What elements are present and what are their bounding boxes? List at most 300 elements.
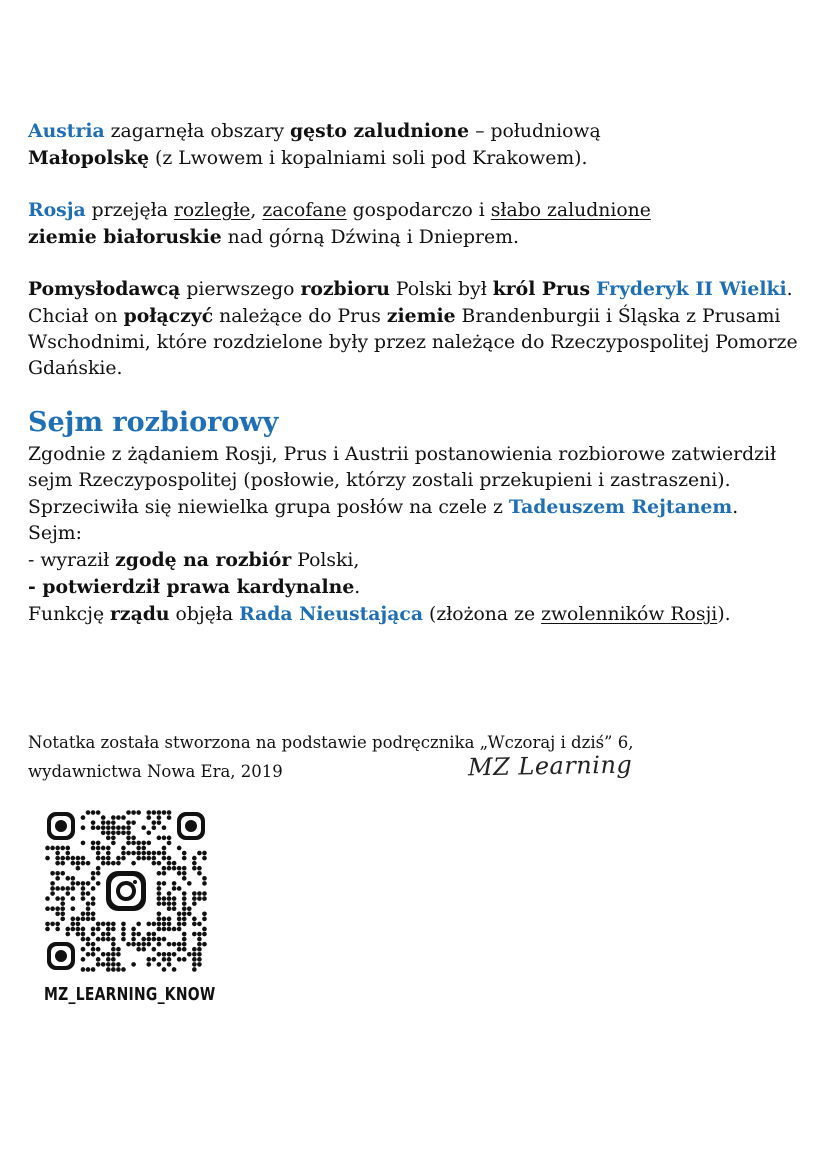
- qr-module: [91, 876, 96, 881]
- qr-module: [167, 896, 172, 901]
- qr-module: [141, 937, 146, 942]
- qr-module: [157, 815, 162, 820]
- qr-module: [162, 967, 167, 972]
- qr-module: [91, 967, 96, 972]
- qr-module: [65, 927, 70, 932]
- qr-module: [60, 906, 65, 911]
- qr-module: [141, 825, 146, 830]
- qr-module: [65, 932, 70, 937]
- qr-module: [192, 962, 197, 967]
- qr-module: [162, 922, 167, 927]
- qr-module: [141, 851, 146, 856]
- qr-module: [177, 957, 182, 962]
- qr-module: [71, 896, 76, 901]
- sejm-line-3: Sejm:: [28, 523, 82, 544]
- qr-module: [106, 861, 111, 866]
- term-rozbioru: rozbioru: [300, 278, 390, 300]
- qr-module: [81, 861, 86, 866]
- qr-module: [197, 851, 202, 856]
- qr-module: [45, 906, 50, 911]
- qr-module: [76, 861, 81, 866]
- qr-module: [111, 830, 116, 835]
- sejm-line-2: [28, 494, 803, 521]
- qr-module: [55, 851, 60, 856]
- qr-module: [146, 962, 151, 967]
- qr-module: [91, 841, 96, 846]
- qr-module: [192, 896, 197, 901]
- qr-finder-icon: [47, 812, 75, 840]
- signature: MZ Learning: [467, 750, 633, 782]
- qr-module: [101, 856, 106, 861]
- qr-module: [182, 932, 187, 937]
- qr-module: [197, 922, 202, 927]
- paragraph-pomyslodawca: [28, 276, 803, 382]
- qr-module: [91, 947, 96, 952]
- paragraph-rosja: [28, 197, 803, 251]
- qr-module: [152, 861, 157, 866]
- qr-module: [162, 810, 167, 815]
- qr-module: [106, 846, 111, 851]
- qr-module: [50, 871, 55, 876]
- qr-module: [45, 896, 50, 901]
- qr-module: [177, 942, 182, 947]
- qr-module: [167, 856, 172, 861]
- qr-module: [152, 856, 157, 861]
- qr-module: [167, 861, 172, 866]
- qr-module: [182, 896, 187, 901]
- qr-module: [187, 881, 192, 886]
- qr-module: [197, 932, 202, 937]
- qr-module: [86, 810, 91, 815]
- qr-module: [106, 836, 111, 841]
- qr-module: [91, 871, 96, 876]
- text: - wyraził: [28, 550, 116, 571]
- qr-module: [65, 856, 70, 861]
- qr-module: [167, 836, 172, 841]
- qr-module: [172, 866, 177, 871]
- qr-module: [106, 927, 111, 932]
- qr-module: [71, 922, 76, 927]
- qr-module: [162, 917, 167, 922]
- qr-module: [136, 846, 141, 851]
- qr-module: [96, 841, 101, 846]
- term-ziemie-bialoruskie: ziemie białoruskie: [28, 226, 222, 248]
- qr-module: [50, 891, 55, 896]
- qr-module: [50, 922, 55, 927]
- qr-module: [71, 861, 76, 866]
- qr-module: [167, 841, 172, 846]
- qr-module: [187, 952, 192, 957]
- qr-module: [45, 846, 50, 851]
- qr-module: [106, 820, 111, 825]
- qr-module: [167, 901, 172, 906]
- qr-module: [182, 922, 187, 927]
- qr-module: [106, 830, 111, 835]
- qr-module: [96, 957, 101, 962]
- qr-module: [81, 911, 86, 916]
- term-rzadu: rządu: [110, 603, 170, 625]
- text: ,: [250, 200, 263, 221]
- term-gesto-zaludnione: gęsto zaludnione: [290, 120, 470, 142]
- qr-module: [131, 861, 136, 866]
- qr-module: [126, 820, 131, 825]
- qr-module: [76, 917, 81, 922]
- qr-module: [96, 825, 101, 830]
- qr-module: [167, 917, 172, 922]
- instagram-logo-icon: [103, 868, 149, 914]
- qr-module: [167, 906, 172, 911]
- term-polaczyc: połączyć: [123, 305, 214, 327]
- term-ziemie: ziemie: [386, 305, 456, 327]
- term-zwolennikow-rosji: zwolenników Rosji: [541, 604, 718, 625]
- term-krol-prus: król Prus: [492, 278, 591, 300]
- qr-module: [116, 947, 121, 952]
- qr-module: [86, 861, 91, 866]
- qr-module: [182, 917, 187, 922]
- qr-module: [50, 886, 55, 891]
- qr-module: [182, 851, 187, 856]
- qr-module: [116, 952, 121, 957]
- qr-module: [96, 881, 101, 886]
- text: -: [28, 576, 43, 598]
- qr-module: [91, 911, 96, 916]
- qr-module: [136, 922, 141, 927]
- qr-module: [101, 952, 106, 957]
- text: (złożona ze: [423, 604, 542, 625]
- qr-finder-icon: [177, 812, 205, 840]
- qr-module: [197, 891, 202, 896]
- qr-module: [86, 937, 91, 942]
- text: Polski,: [291, 550, 360, 571]
- qr-module: [172, 952, 177, 957]
- qr-module: [136, 810, 141, 815]
- qr-module: [55, 871, 60, 876]
- qr-module: [60, 871, 65, 876]
- qr-module: [152, 932, 157, 937]
- qr-module: [157, 836, 162, 841]
- qr-module: [45, 856, 50, 861]
- qr-module: [101, 937, 106, 942]
- qr-module: [152, 937, 157, 942]
- qr-module: [55, 846, 60, 851]
- term-zgode-na-rozbior: zgodę na rozbiór: [115, 549, 292, 571]
- qr-module: [192, 952, 197, 957]
- qr-module: [111, 942, 116, 947]
- qr-module: [162, 896, 167, 901]
- qr-module: [121, 846, 126, 851]
- qr-module: [177, 866, 182, 871]
- qr-module: [182, 957, 187, 962]
- qr-module: [106, 967, 111, 972]
- qr-module: [172, 906, 177, 911]
- qr-module: [86, 952, 91, 957]
- term-rosja: Rosja: [28, 199, 86, 221]
- paragraph-austria: [28, 118, 803, 172]
- qr-module: [111, 861, 116, 866]
- qr-module: [146, 957, 151, 962]
- qr-module: [55, 911, 60, 916]
- qr-module: [197, 937, 202, 942]
- qr-module: [157, 942, 162, 947]
- qr-module: [167, 942, 172, 947]
- qr-module: [192, 861, 197, 866]
- qr-module: [81, 825, 86, 830]
- qr-module: [96, 866, 101, 871]
- qr-module: [55, 906, 60, 911]
- qr-module: [167, 891, 172, 896]
- qr-module: [91, 846, 96, 851]
- qr-module: [157, 911, 162, 916]
- qr-module: [152, 810, 157, 815]
- qr-module: [146, 815, 151, 820]
- qr-module: [167, 957, 172, 962]
- qr-module: [81, 881, 86, 886]
- qr-module: [146, 851, 151, 856]
- qr-module: [96, 947, 101, 952]
- qr-module: [106, 856, 111, 861]
- text: (z Lwowem i kopalniami soli pod Krakowem).: [149, 148, 588, 169]
- qr-module: [182, 937, 187, 942]
- qr-module: [167, 866, 172, 871]
- qr-module: [131, 932, 136, 937]
- text: objęła: [169, 604, 240, 625]
- qr-module: [71, 856, 76, 861]
- qr-module: [65, 886, 70, 891]
- qr-module: [55, 861, 60, 866]
- qr-module: [136, 932, 141, 937]
- qr-module: [86, 901, 91, 906]
- term-malopolske: Małopolskę: [28, 147, 150, 169]
- qr-module: [192, 856, 197, 861]
- qr-module: [136, 942, 141, 947]
- qr-module: [55, 876, 60, 881]
- qr-module: [172, 886, 177, 891]
- qr-module: [131, 942, 136, 947]
- qr-module: [141, 942, 146, 947]
- qr-module: [157, 886, 162, 891]
- qr-module: [146, 942, 151, 947]
- qr-module: [182, 876, 187, 881]
- qr-module: [192, 866, 197, 871]
- qr-module: [177, 911, 182, 916]
- qr-module: [101, 825, 106, 830]
- qr-module: [182, 911, 187, 916]
- qr-module: [111, 836, 116, 841]
- qr-module: [152, 947, 157, 952]
- qr-module: [131, 927, 136, 932]
- qr-module: [55, 896, 60, 901]
- sejm-section: [28, 442, 803, 628]
- qr-module: [136, 947, 141, 952]
- qr-module: [50, 846, 55, 851]
- qr-module: [197, 871, 202, 876]
- qr-module: [172, 896, 177, 901]
- text: .: [354, 577, 361, 598]
- qr-module: [96, 871, 101, 876]
- qr-module: [182, 891, 187, 896]
- qr-module: [157, 871, 162, 876]
- qr-module: [91, 825, 96, 830]
- qr-module: [182, 901, 187, 906]
- instagram-qr-code-icon[interactable]: [45, 810, 207, 972]
- qr-module: [141, 841, 146, 846]
- qr-module: [146, 932, 151, 937]
- qr-module: [81, 815, 86, 820]
- qr-module: [111, 825, 116, 830]
- qr-module: [177, 927, 182, 932]
- qr-module: [71, 886, 76, 891]
- qr-module: [60, 846, 65, 851]
- qr-module: [76, 922, 81, 927]
- qr-module: [172, 967, 177, 972]
- qr-module: [197, 942, 202, 947]
- qr-module: [76, 932, 81, 937]
- text: . Chciał on: [28, 279, 793, 327]
- qr-module: [157, 917, 162, 922]
- qr-module: [106, 957, 111, 962]
- qr-module: [192, 917, 197, 922]
- qr-module: [136, 851, 141, 856]
- text: nad górną Dźwiną i Dnieprem.: [221, 227, 519, 248]
- qr-module: [121, 937, 126, 942]
- qr-module: [182, 906, 187, 911]
- qr-module: [202, 876, 207, 881]
- qr-module: [76, 881, 81, 886]
- qr-module: [187, 911, 192, 916]
- qr-module: [106, 851, 111, 856]
- qr-label: MZ_LEARNING_KNOW: [44, 984, 216, 1005]
- source-note: [28, 728, 803, 786]
- qr-module: [162, 871, 167, 876]
- qr-module: [116, 967, 121, 972]
- qr-module: [111, 947, 116, 952]
- qr-module: [96, 927, 101, 932]
- qr-module: [202, 851, 207, 856]
- qr-module: [96, 937, 101, 942]
- text: przejęła: [85, 200, 174, 221]
- qr-module: [101, 820, 106, 825]
- qr-module: [177, 846, 182, 851]
- text: pierwszego: [180, 279, 301, 300]
- qr-module: [111, 927, 116, 932]
- qr-module: [172, 927, 177, 932]
- qr-module: [202, 927, 207, 932]
- qr-module: [86, 906, 91, 911]
- qr-module: [177, 917, 182, 922]
- qr-module: [152, 825, 157, 830]
- qr-module: [81, 896, 86, 901]
- qr-finder-icon: [47, 942, 75, 970]
- qr-module: [106, 952, 111, 957]
- qr-module: [197, 866, 202, 871]
- qr-module: [65, 876, 70, 881]
- qr-module: [111, 962, 116, 967]
- qr-module: [172, 861, 177, 866]
- qr-module: [121, 856, 126, 861]
- qr-module: [131, 962, 136, 967]
- qr-module: [182, 947, 187, 952]
- qr-module: [192, 947, 197, 952]
- qr-module: [141, 856, 146, 861]
- qr-module: [96, 922, 101, 927]
- qr-module: [157, 810, 162, 815]
- qr-module: [96, 846, 101, 851]
- qr-module: [121, 927, 126, 932]
- term-pomyslodawca: Pomysłodawcą: [28, 278, 181, 300]
- qr-module: [162, 937, 167, 942]
- qr-module: [172, 942, 177, 947]
- qr-module: [116, 830, 121, 835]
- qr-module: [60, 917, 65, 922]
- qr-module: [152, 820, 157, 825]
- qr-module: [116, 856, 121, 861]
- qr-module: [162, 881, 167, 886]
- qr-module: [76, 856, 81, 861]
- qr-module: [192, 922, 197, 927]
- qr-module: [91, 952, 96, 957]
- qr-module: [197, 957, 202, 962]
- qr-module: [192, 967, 197, 972]
- qr-module: [197, 896, 202, 901]
- qr-module: [136, 841, 141, 846]
- qr-module: [76, 927, 81, 932]
- qr-module: [91, 932, 96, 937]
- qr-module: [86, 881, 91, 886]
- text: .: [732, 497, 739, 518]
- qr-module: [157, 861, 162, 866]
- qr-module: [50, 881, 55, 886]
- qr-module: [101, 922, 106, 927]
- qr-module: [65, 891, 70, 896]
- qr-module: [106, 825, 111, 830]
- qr-module: [45, 922, 50, 927]
- qr-module: [202, 891, 207, 896]
- qr-module: [141, 846, 146, 851]
- qr-module: [91, 917, 96, 922]
- qr-module: [157, 952, 162, 957]
- term-prawa-kardynalne: potwierdził prawa kardynalne: [42, 576, 355, 598]
- qr-module: [91, 927, 96, 932]
- qr-module: [162, 851, 167, 856]
- term-rada-nieustajaca: Rada Nieustająca: [239, 603, 424, 625]
- qr-module: [192, 891, 197, 896]
- qr-module: [162, 952, 167, 957]
- qr-module: [202, 932, 207, 937]
- qr-module: [116, 861, 121, 866]
- qr-module: [55, 856, 60, 861]
- qr-module: [121, 922, 126, 927]
- qr-module: [101, 962, 106, 967]
- qr-module: [91, 810, 96, 815]
- qr-module: [157, 937, 162, 942]
- qr-module: [131, 836, 136, 841]
- qr-module: [192, 901, 197, 906]
- qr-module: [202, 896, 207, 901]
- section-heading: Sejm rozbiorowy: [28, 407, 279, 438]
- qr-module: [157, 962, 162, 967]
- qr-module: [111, 957, 116, 962]
- qr-module: [126, 841, 131, 846]
- qr-module: [60, 901, 65, 906]
- qr-module: [81, 932, 86, 937]
- qr-module: [162, 836, 167, 841]
- qr-module: [197, 952, 202, 957]
- qr-module: [162, 866, 167, 871]
- qr-module: [121, 967, 126, 972]
- qr-module: [121, 825, 126, 830]
- qr-module: [192, 932, 197, 937]
- qr-module: [111, 820, 116, 825]
